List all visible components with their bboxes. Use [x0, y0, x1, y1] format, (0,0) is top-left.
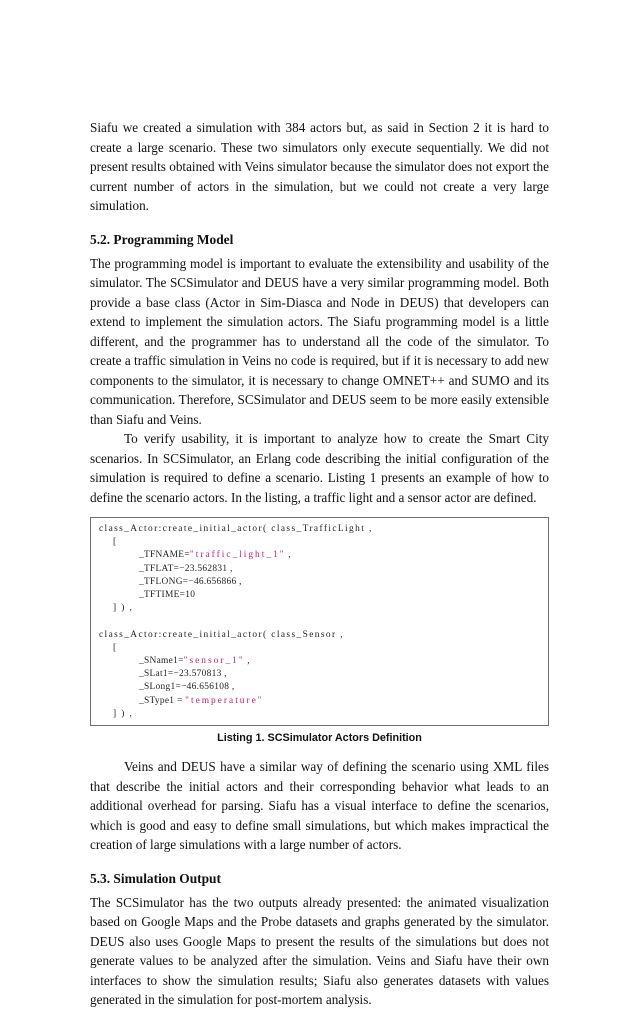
listing-line: class_Actor:create_initial_actor( class_Sensor , — [99, 629, 344, 640]
listing-line: ] ) , — [113, 603, 134, 614]
listing-string: "sensor_1" — [183, 656, 245, 667]
section-5-2-heading: 5.2. Programming Model — [90, 231, 234, 247]
listing-line: _SLat1=−23.570813 , — [139, 669, 227, 680]
listing-token: , — [244, 656, 250, 667]
section-5-3-paragraph-1: The SCSimulator has the two outputs already presented: the animated visualization based on Google Maps and the Probe datasets and graphs generated by the simulator. DEUS also uses Google Maps to present the results of the simulations but does not generate values to be analyzed after the simulation. Veins and Siafu have their own interfaces to show the simulation results; Siafu also generates datasets with values generated in the simulation for post-mortem analysis. — [90, 894, 549, 1008]
listing-line: _TFTIME=10 — [139, 590, 196, 601]
section-5-3-heading: 5.3. Simulation Output — [90, 870, 221, 886]
section-5-2-paragraph-1: The programming model is important to evaluate the extensibility and usability of the simulator. The SCSimulator and DEUS have a very similar programming model. Both provide a base class (Actor in Sim-Diasca and Node in DEUS) that developers can extend to implement the simulation actors. The Siafu programming model is a little different, and the programmer has to understand all the code of the simulator. To create a traffic simulation in Veins no code is required, but if it is necessary to add new components to the simulator, it is necessary to change OMNET++ and SUMO and its communication. Therefore, SCSimulator and DEUS seem to be more easily extensible than Siafu and Veins. — [90, 255, 549, 427]
listing-token: _TFNAME= — [139, 550, 190, 561]
listing-line: class_Actor:create_initial_actor( class_TrafficLight , — [99, 524, 373, 534]
listing-token: _SName1= — [139, 656, 184, 667]
after-listing-paragraph: Veins and DEUS have a similar way of defining the scenario using XML files that describe the initial actors and their corresponding behavior what leads to an additional overhead for parsing. Siafu has a visual interface to define the scenarios, which is good and easy to define small simulations, but which makes impractical the creation of large simulations with a large number of actors. — [90, 759, 549, 853]
listing-line: _SLong1=−46.656108 , — [139, 682, 235, 693]
listing-string: "traffic_light_1" — [189, 550, 286, 561]
intro-paragraph: Siafu we created a simulation with 384 actors but, as said in Section 2 it is hard to create a large scenario. These two simulators only execute sequentially. We did not present results obtained with Veins simulator because the simulator does not export the current number of actors in the simulation, but we could not create a very large simulation. — [90, 120, 549, 213]
listing-line: _TFLAT=−23.562831 , — [139, 563, 233, 574]
listing-caption: Listing 1. SCSimulator Actors Definition — [217, 732, 422, 745]
listing-line — [99, 655, 540, 668]
listing-token: , — [285, 550, 291, 561]
listing-line: _TFLONG=−46.656866 , — [139, 576, 242, 587]
listing-blank-line — [99, 615, 540, 628]
code-listing — [90, 517, 549, 726]
paper-page — [90, 118, 549, 1010]
listing-line — [99, 695, 540, 708]
listing-line — [99, 549, 540, 562]
listing-string: "temperature" — [185, 695, 264, 706]
listing-line: ] ) , — [113, 708, 134, 719]
listing-line: [ — [113, 537, 118, 548]
listing-token: _SType1 = — [139, 695, 186, 706]
listing-line: [ — [113, 642, 118, 653]
section-5-2-paragraph-2: To verify usability, it is important to analyze how to create the Smart City scenarios. In SCSimulator, an Erlang code describing the initial configuration of the simulation is required to define a scenario. Listing 1 presents an example of how to define the scenario actors. In the listing, a traffic light and a sensor actor are defined. — [90, 431, 549, 505]
